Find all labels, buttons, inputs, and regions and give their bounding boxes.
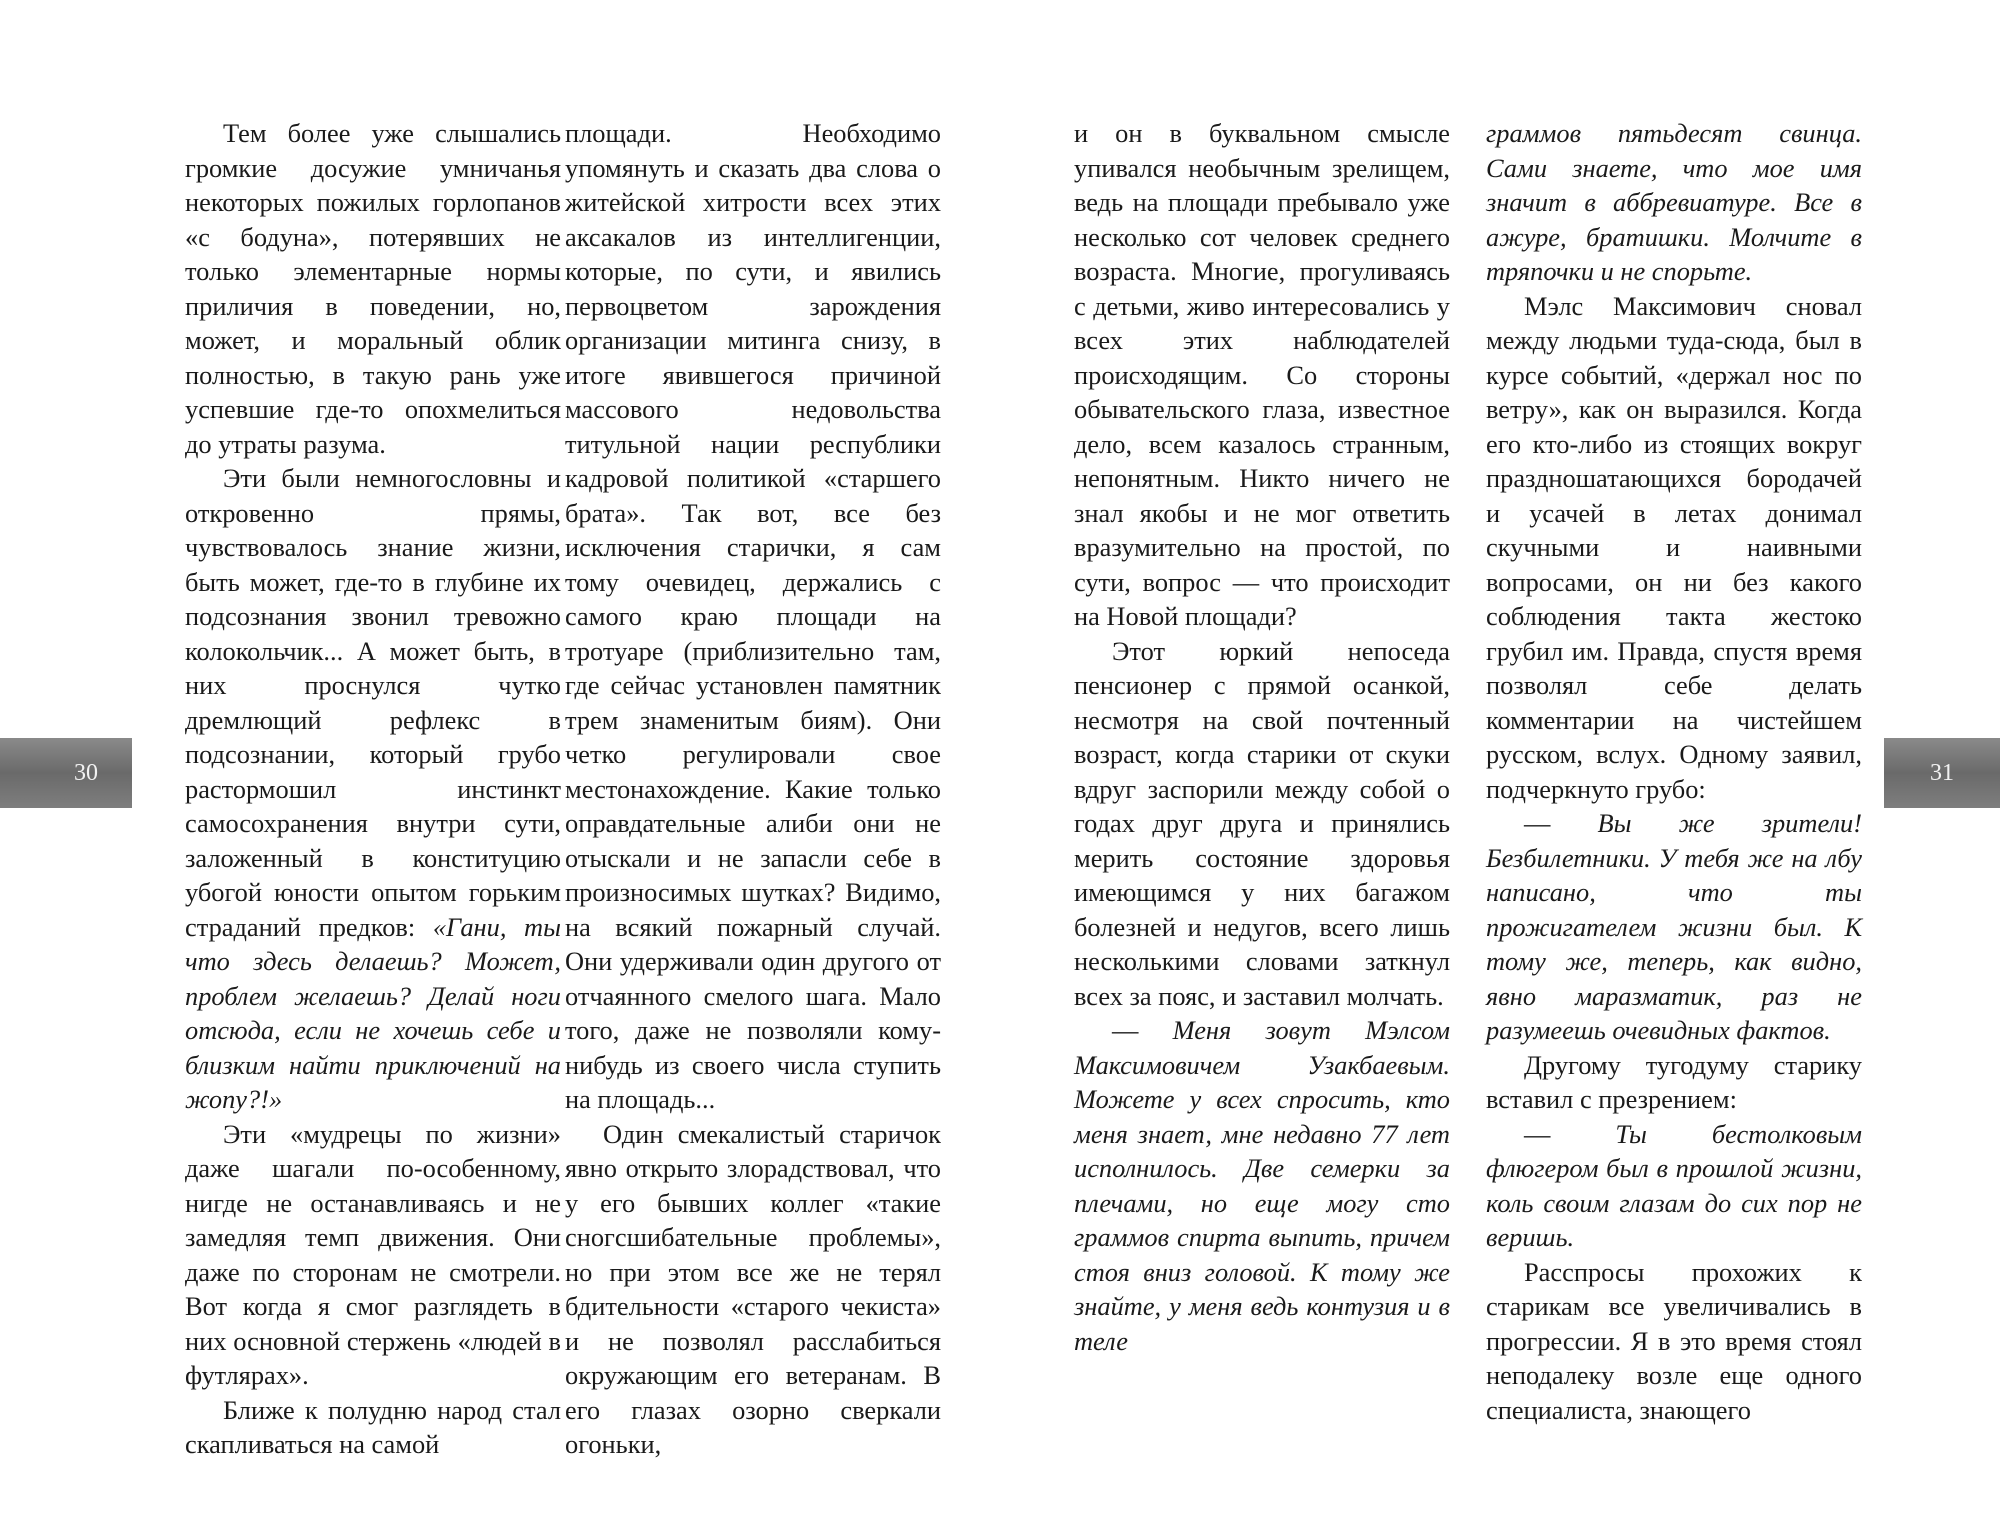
paragraph xyxy=(1486,116,1862,289)
paragraph-text: Один смекалистый старичок явно открыто злорадствовал, что у его бывших коллег «такие сногсшибательные проблемы», но при этом все же не терял бдительности «старого чекиста» и не позволял расслабиться окружающим его ветеранам. В его глазах озорно сверкали огоньки, xyxy=(565,1118,941,1459)
paragraph xyxy=(185,461,561,1117)
paragraph-text: и он в буквальном смысле упивался необычным зрелищем, ведь на площади пребывало уже несколько сот человек среднего возраста. Многие, прогуливаясь с детьми, живо интересовались у всех этих наблюдателей происходящим. Со стороны обывательского глаза, известное дело, всем казалось странным, непонятным. Никто ничего не знал якобы и не мог ответить вразумительно на простой, по сути, вопрос — что происходит на Новой площади? xyxy=(1074,118,1450,631)
page-number-left: 30 xyxy=(74,759,98,786)
paragraph xyxy=(565,1117,941,1462)
paragraph-text: площади. Необходимо упомянуть и сказать два слова о житейской хитрости всех этих аксакалов из интеллигенции, которые, по сути, и явились первоцветом зарождения организации митинга снизу, в итоге явившегося причиной массового недовольства титульной нации республики кадровой политикой «старшего брата». Так вот, все без исключения старички, я сам тому очевидец, держались с самого краю площади на тротуаре (приблизительно там, где сейчас установлен памятник трем знаменитым биям). Они четко регулировали свое местонахождение. Какие только оправдательные алиби они не отыскали и не запасли себе в произносимых шутках? Видимо, на всякий пожарный случай. Они удерживали один другого от отчаянного смелого шага. Мало того, даже не позволяли кому-нибудь из своего числа ступить на площадь... xyxy=(565,118,941,1114)
text-column-right-2 xyxy=(1486,116,1862,1427)
paragraph xyxy=(185,116,561,461)
paragraph-text: — xyxy=(1524,808,1598,838)
paragraph xyxy=(1486,1048,1862,1117)
paragraph-italic-text: Ты бестолковым флюгером был в прошлой жизни, коль своим глазам до сих пор не веришь. xyxy=(1486,1118,1862,1252)
paragraph xyxy=(565,116,941,1117)
paragraph-text: — xyxy=(1524,1118,1616,1149)
paragraph-text: Этот юркий непоседа пенсионер с прямой осанкой, несмотря на свой почтенный возраст, когда старики от скуки вдруг заспорили между собой о годах друг друга и принялись мерить состояние здоровья имеющимся у них багажом болезней и недугов, всего лишь несколькими словами заткнул всех за пояс, и заставил молчать. xyxy=(1074,635,1450,1011)
page-number-right: 31 xyxy=(1930,759,1954,786)
paragraph xyxy=(1486,1117,1862,1255)
paragraph-text: Тем более уже слышались громкие досужие умничанья некоторых пожилых горлопанов «с бодуна», потерявших не только элементарные нормы приличия в поведении, но, может, и моральный облик полностью, в такую рань уже успевшие где-то опохмелиться до утраты разума. xyxy=(185,118,561,459)
paragraph-italic-text: Меня зовут Мэлсом Максимовичем Узакбаевым. Можете у всех спросить, кто меня знает, мне недавно 77 лет исполнилось. Две семерки за плечами, но еще могу сто граммов спирта выпить, причем стоя вниз головой. К тому же знайте, у меня ведь контузия и в теле xyxy=(1074,1015,1450,1356)
page-number-tab-left xyxy=(0,738,132,808)
paragraph-text: Эти были немногословны и откровенно прямы, чувствовалось знание жизни, быть может, где-то в глубине их подсознания звонил тревожно колокольчик... А может быть, в них проснулся чутко дремлющий рефлекс в подсознании, который грубо растормошил инстинкт самосохранения внутри сути, заложенный в конституцию убогой юности опытом горьким страданий предков: xyxy=(185,463,561,942)
paragraph-text: — xyxy=(1112,1015,1173,1045)
paragraph xyxy=(1074,116,1450,634)
text-column-right-1 xyxy=(1074,116,1450,1358)
paragraph-italic-text: граммов пятьдесят свинца. Сами знаете, что мое имя значит в аббревиатуре. Все в ажуре, братишки. Молчите в тряпочки и не спорьте. xyxy=(1486,118,1862,286)
paragraph xyxy=(185,1117,561,1393)
paragraph-italic-text: «Гани, ты что здесь делаешь? Может, проблем желаешь? Делай ноги отсюда, если не хочешь себе и близким найти приключений на жопу?!» xyxy=(185,911,561,1114)
paragraph-text: Расспросы прохожих к старикам все увеличивались в прогрессии. Я в это время стоял неподалеку возле еще одного специалиста, знающего xyxy=(1486,1256,1862,1425)
paragraph-text: Мэлс Максимович сновал между людьми туда-сюда, был в курсе событий, «держал нос по ветру», как он выразился. Когда его кто-либо из стоящих вокруг праздношатающихся бородачей и усачей в летах донимал скучными и наивными вопросами, он ни без какого соблюдения такта жестоко грубил им. Правда, спустя время позволял себе делать комментарии на чистейшем русском, вслух. Одному заявил, подчеркнуто грубо: xyxy=(1486,290,1862,804)
text-column-left-2 xyxy=(565,116,941,1462)
paragraph xyxy=(1486,806,1862,1048)
paragraph-italic-text: Вы же зрители! Безбилетники. У тебя же на лбу написано, что ты прожигателем жизни был. К тому же, теперь, как видно, явно маразматик, раз не разумеешь очевидных фактов. xyxy=(1486,808,1862,1045)
page-number-tab-right xyxy=(1884,738,2000,808)
paragraph xyxy=(1486,289,1862,807)
paragraph xyxy=(1074,1013,1450,1358)
paragraph xyxy=(185,1393,561,1462)
paragraph-text: Другому тугодуму старику вставил с презрением: xyxy=(1486,1049,1862,1114)
text-column-left-1 xyxy=(185,116,561,1462)
paragraph xyxy=(1486,1255,1862,1428)
paragraph xyxy=(1074,634,1450,1014)
paragraph-text: Эти «мудрецы по жизни» даже шагали по-особенному, нигде не останавливаясь и не замедляя темп движения. Они даже по сторонам не смотрели. Вот когда я смог разглядеть в них основной стержень «людей в футлярах». xyxy=(185,1118,561,1390)
paragraph-text: Ближе к полудню народ стал скапливаться на самой xyxy=(185,1394,561,1459)
